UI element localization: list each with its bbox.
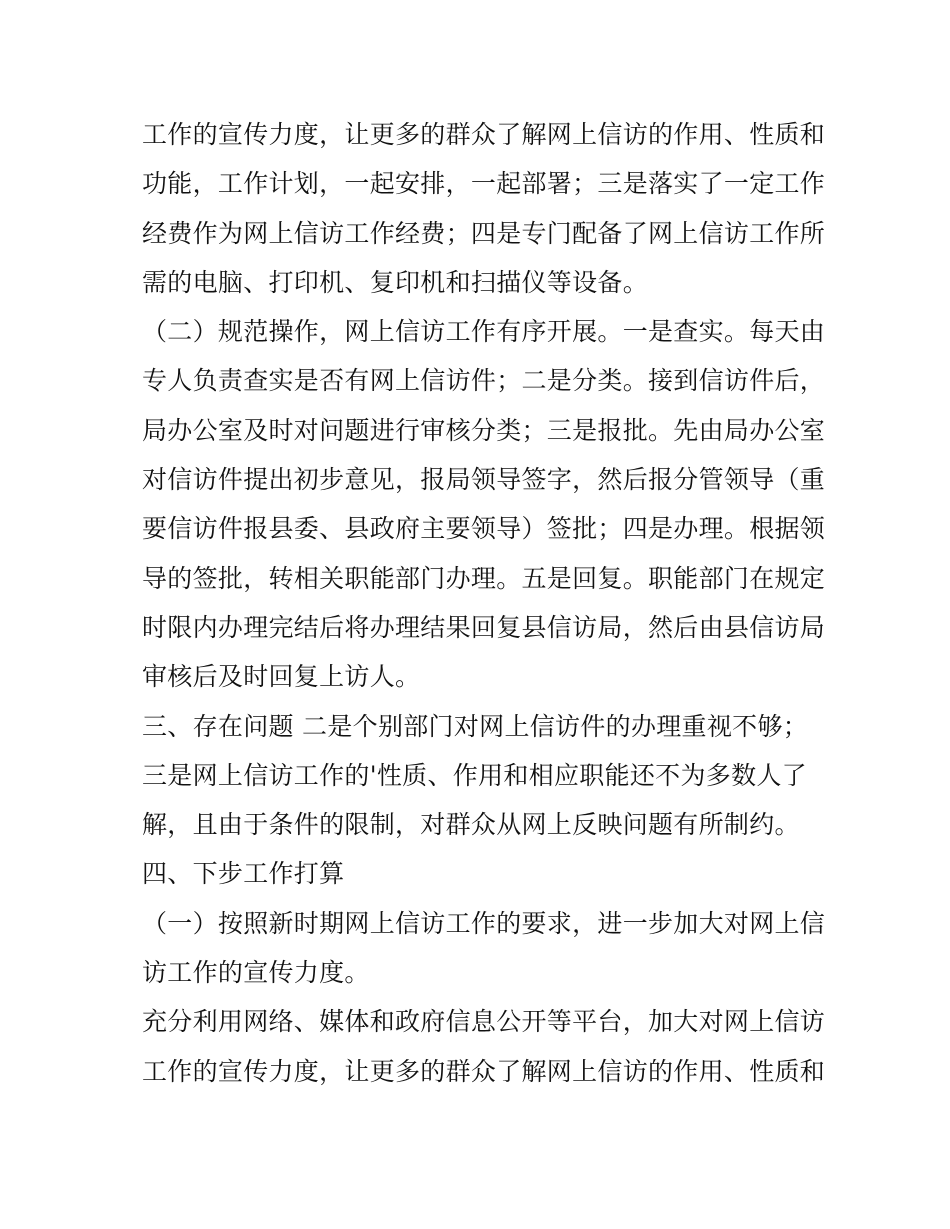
text-line: 工作的宣传力度，让更多的群众了解网上信访的作用、性质和 (142, 1056, 826, 1086)
text-line: 时限内办理完结后将办理结果回复县信访局，然后由县信访局 (142, 612, 826, 642)
text-line: 三是网上信访工作的'性质、作用和相应职能还不为多数人了 (142, 760, 807, 790)
text-line: 解，且由于条件的限制，对群众从网上反映问题有所制约。 (142, 810, 800, 840)
text-line: 对信访件提出初步意见，报局领导签字，然后报分管领导（重 (142, 465, 826, 495)
text-line: 要信访件报县委、县政府主要领导）签批；四是办理。根据领 (142, 514, 826, 544)
text-line: 充分利用网络、媒体和政府信息公开等平台，加大对网上信访 (142, 1007, 826, 1037)
subsection-heading-line: （一）按照新时期网上信访工作的要求，进一步加大对网上信 (142, 908, 826, 938)
document-body (142, 110, 826, 1096)
section-heading-line: 四、下步工作打算 (142, 859, 345, 889)
section-heading-line: （二）规范操作，网上信访工作有序开展。一是查实。每天由 (142, 317, 826, 347)
text-line: 审核后及时回复上访人。 (142, 662, 421, 692)
text-line: 工作的宣传力度，让更多的群众了解网上信访的作用、性质和 (142, 120, 826, 149)
text-line: 经费作为网上信访工作经费；四是专门配备了网上信访工作所 (142, 218, 826, 248)
section-heading-line: 三、存在问题 二是个别部门对网上信访件的办理重视不够； (142, 711, 809, 741)
text-line: 局办公室及时对问题进行审核分类；三是报批。先由局办公室 (142, 415, 826, 445)
text-line: 导的签批，转相关职能部门办理。五是回复。职能部门在规定 (142, 563, 826, 593)
text-line: 访工作的宣传力度。 (142, 958, 370, 988)
text-line: 专人负责查实是否有网上信访件；二是分类。接到信访件后， (142, 366, 826, 396)
text-line: 功能，工作计划，一起安排，一起部署；三是落实了一定工作 (142, 169, 826, 199)
text-line: 需的电脑、打印机、复印机和扫描仪等设备。 (142, 267, 649, 297)
